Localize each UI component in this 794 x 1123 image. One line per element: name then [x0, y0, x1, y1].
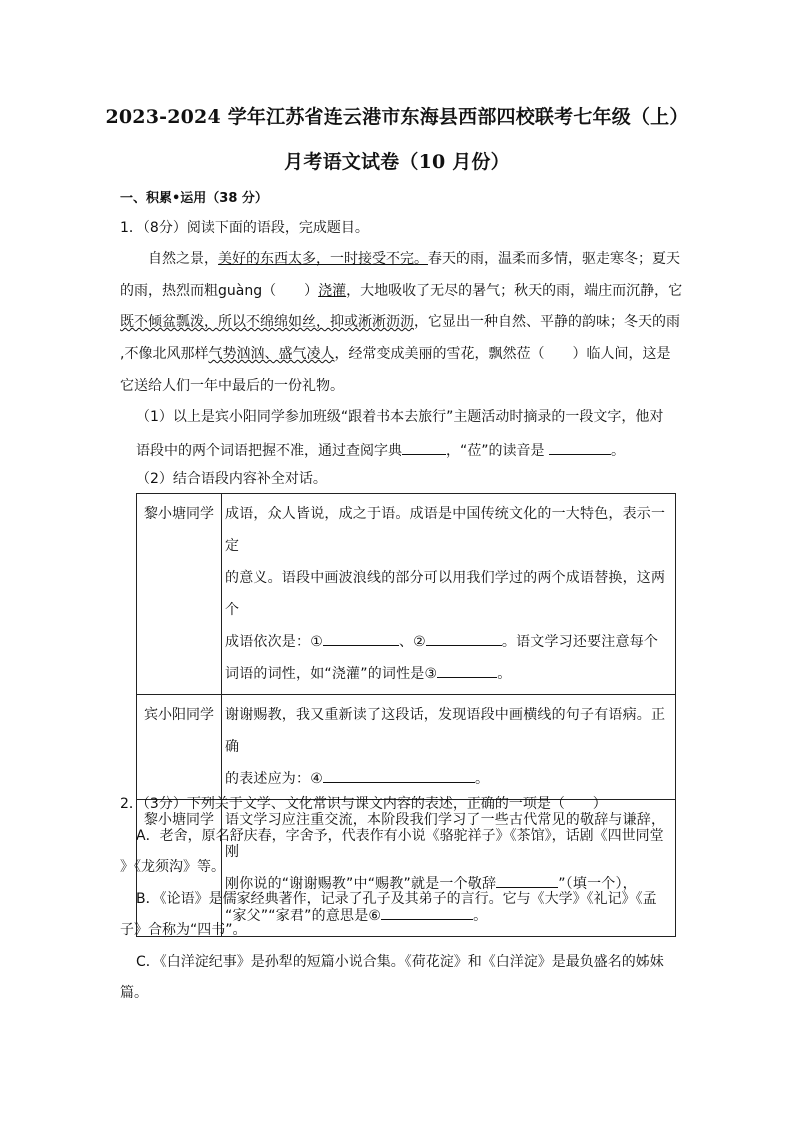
option-c-line1: C．《白洋淀纪事》是孙犁的短篇小说合集。《荷花淀》和《白洋淀》是最负盛名的姊妹 [136, 954, 664, 970]
passage-line-1: 自然之景，美好的东西太多，一时接受不完。春天的雨，温柔而多情，驱走寒冬；夏天 [148, 251, 680, 267]
section-heading: 一、积累•运用（38 分） [120, 191, 268, 206]
passage-line-3: 既不倾盆瓢泼，所以不绵绵如丝，抑或淅淅沥沥，它显出一种自然、平静的韵味；冬天的雨 [120, 314, 680, 330]
wavy-phrase-3: 气势汹汹、盛气凌人 [208, 346, 335, 362]
option-c-line2: 篇。 [120, 985, 148, 1001]
exam-title-line1: 2023-2024 学年江苏省连云港市东海县西部四校联考七年级（上） [105, 106, 689, 128]
underlined-word-jiaoguan: 浇灌 [318, 283, 347, 299]
sub-question-2: （2）结合语段内容补全对话。 [136, 471, 327, 487]
speaker-name: 宾小阳同学 [137, 695, 222, 800]
answer-blank[interactable] [437, 663, 497, 678]
answer-blank[interactable] [496, 873, 558, 888]
answer-blank[interactable] [402, 440, 446, 455]
wavy-phrase-1: 既不倾盆瓢泼，所以不绵绵如丝， [120, 314, 330, 330]
wavy-phrase-2: 抑或淅淅沥沥 [330, 314, 414, 330]
dialog-text: 语文学习应注重交流，本阶段我们学习了一些古代常见的敬辞与谦辞，刚 刚你说的“谢谢赐教”中“赐教”就是一个敬辞 ”（填一个）， “家父”“家君”的意思是⑥ 。 [222, 800, 676, 937]
answer-blank[interactable] [549, 440, 611, 455]
dialog-row [137, 494, 676, 695]
option-b-line2: 子》合称为“四书”。 [120, 922, 247, 938]
speaker-name: 黎小塘同学 [137, 494, 222, 695]
option-a-line1: A．老舍，原名舒庆春，字舍予，代表作有小说《骆驼祥子》《茶馆》，话剧《四世同堂 [136, 828, 664, 844]
exam-title-line2: 月考语文试卷（10 月份） [284, 151, 510, 173]
answer-blank[interactable] [323, 768, 475, 783]
sub-question-1-line1: （1）以上是宾小阳同学参加班级“跟着书本去旅行”主题活动时摘录的一段文字，他对 [136, 409, 664, 425]
speaker-name: 黎小塘同学 [137, 800, 222, 937]
dialog-row [137, 695, 676, 800]
passage-line-4: ,不像北风那样气势汹汹、盛气凌人，经常变成美丽的雪花，飘然莅（ ）临人间，这是 [120, 346, 671, 362]
dialog-text: 谢谢赐教，我又重新读了这段话，发现语段中画横线的句子有语病。正确 的表述应为：④ 。 [222, 695, 676, 800]
dialog-text: 成语，众人皆说，成之于语。成语是中国传统文化的一大特色，表示一定 的意义。语段中画波浪线的部分可以用我们学过的两个成语替换，这两个 成语依次是：① 、② 。语文学习还要注意每个 词语的词性，如“浇灌”的词性是③ 。 [222, 494, 676, 695]
answer-blank[interactable] [426, 631, 502, 646]
answer-blank[interactable] [323, 631, 399, 646]
option-a-line2: 》《龙须沟》等。 [120, 859, 225, 875]
passage-line-2: 的雨，热烈而粗guàng（ ）浇灌，大地吸收了无尽的暑气；秋天的雨，端庄而沉静，它 [120, 283, 683, 299]
sub-question-1-line2: 语段中的两个词语把握不准，通过查阅字典 ，“莅”的读音是 。 [136, 440, 625, 460]
underlined-sentence: 美好的东西太多，一时接受不完。 [218, 251, 428, 267]
passage-line-5: 它送给人们一年中最后的一份礼物。 [120, 378, 344, 394]
option-b-line1: B．《论语》是儒家经典著作，记录了孔子及其弟子的言行。它与《大学》《礼记》《孟 [136, 891, 657, 907]
q1-stem: 1．（8分）阅读下面的语段，完成题目。 [120, 220, 369, 236]
q2-stem: 2．（3分）下列关于文学、文化常识与课文内容的表述，正确的一项是（ ） [120, 796, 607, 812]
